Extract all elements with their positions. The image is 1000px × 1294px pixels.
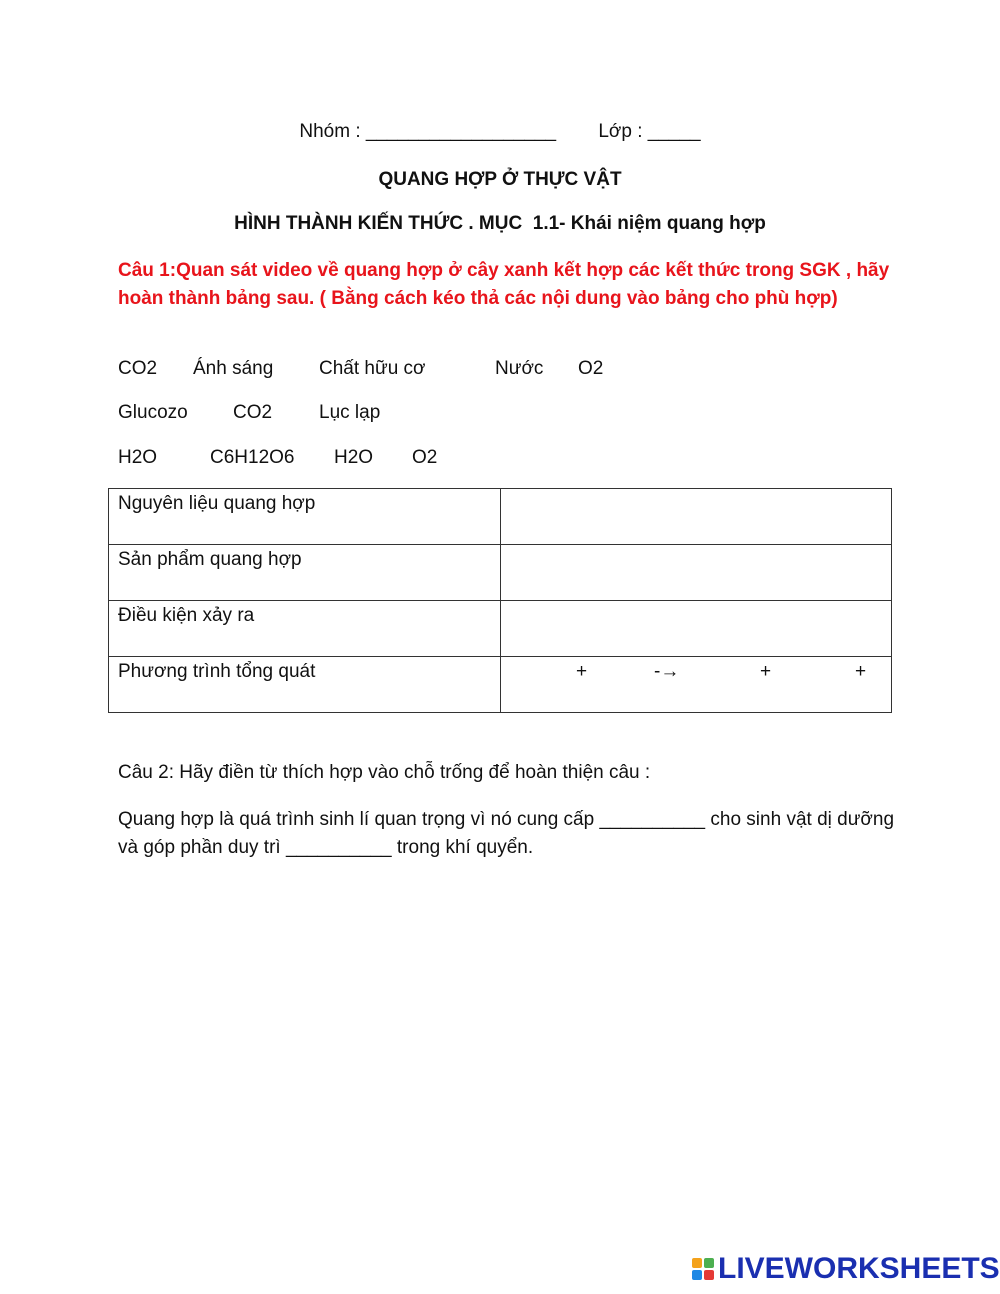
plus-sign: + <box>855 661 867 682</box>
question-1-text: Câu 1:Quan sát video về quang hợp ở cây xanh kết hợp các kết thức trong SGK , hãy hoàn thành bảng sau. ( Bằng cách kéo thả các nội dung vào bảng cho phù hợp) <box>118 260 890 309</box>
group-class-line: Nhóm : __________________ Lớp : _____ <box>299 121 701 142</box>
plus-sign: + <box>760 661 772 682</box>
word-chip[interactable]: O2 <box>412 447 438 468</box>
equation-template <box>510 661 882 701</box>
page-title: QUANG HỢP Ở THỰC VẬT <box>378 169 622 190</box>
word-chip[interactable]: Ánh sáng <box>193 358 274 379</box>
drop-zone-products[interactable] <box>501 545 892 601</box>
word-chip[interactable]: Nước <box>495 358 544 379</box>
drop-zone-conditions[interactable] <box>501 601 892 657</box>
liveworksheets-logo <box>692 1252 1000 1286</box>
table-row <box>109 545 892 601</box>
word-chip[interactable]: H2O <box>334 447 374 468</box>
word-chip[interactable]: C6H12O6 <box>210 447 295 468</box>
drop-zone-materials[interactable] <box>501 489 892 545</box>
page-subtitle: HÌNH THÀNH KIẾN THỨC . MỤC 1.1- Khái niệm quang hợp <box>234 213 766 234</box>
table-row <box>109 489 892 545</box>
word-chip[interactable]: Lục lạp <box>319 402 381 423</box>
logo-text: LIVEWORKSHEETS <box>718 1252 1000 1285</box>
question-2-prompt: Câu 2: Hãy điền từ thích hợp vào chỗ trống để hoàn thiện câu : <box>118 762 651 783</box>
logo-icon <box>692 1258 714 1280</box>
word-chip[interactable]: Glucozo <box>118 402 188 423</box>
equation-drop-zone[interactable] <box>501 657 892 713</box>
table-row <box>109 601 892 657</box>
photosynthesis-table <box>108 488 892 713</box>
plus-sign: + <box>576 661 588 682</box>
arrow-icon: -→ <box>654 661 680 682</box>
word-chip[interactable]: H2O <box>118 447 158 468</box>
table-row <box>109 657 892 713</box>
word-chip[interactable]: CO2 <box>233 402 273 423</box>
row-label-conditions: Điều kiện xảy ra <box>109 601 501 657</box>
word-chip[interactable]: Chất hữu cơ <box>319 358 426 379</box>
row-label-products: Sản phẩm quang hợp <box>109 545 501 601</box>
row-label-materials: Nguyên liệu quang hợp <box>109 489 501 545</box>
question-2-sentence: Quang hợp là quá trình sinh lí quan trọng vì nó cung cấp __________ cho sinh vật dị dưỡng và góp phần duy trì __________ trong khí quyển. <box>118 809 895 858</box>
word-chip[interactable]: CO2 <box>118 358 158 379</box>
row-label-equation: Phương trình tổng quát <box>109 657 501 713</box>
word-chip[interactable]: O2 <box>578 358 604 379</box>
